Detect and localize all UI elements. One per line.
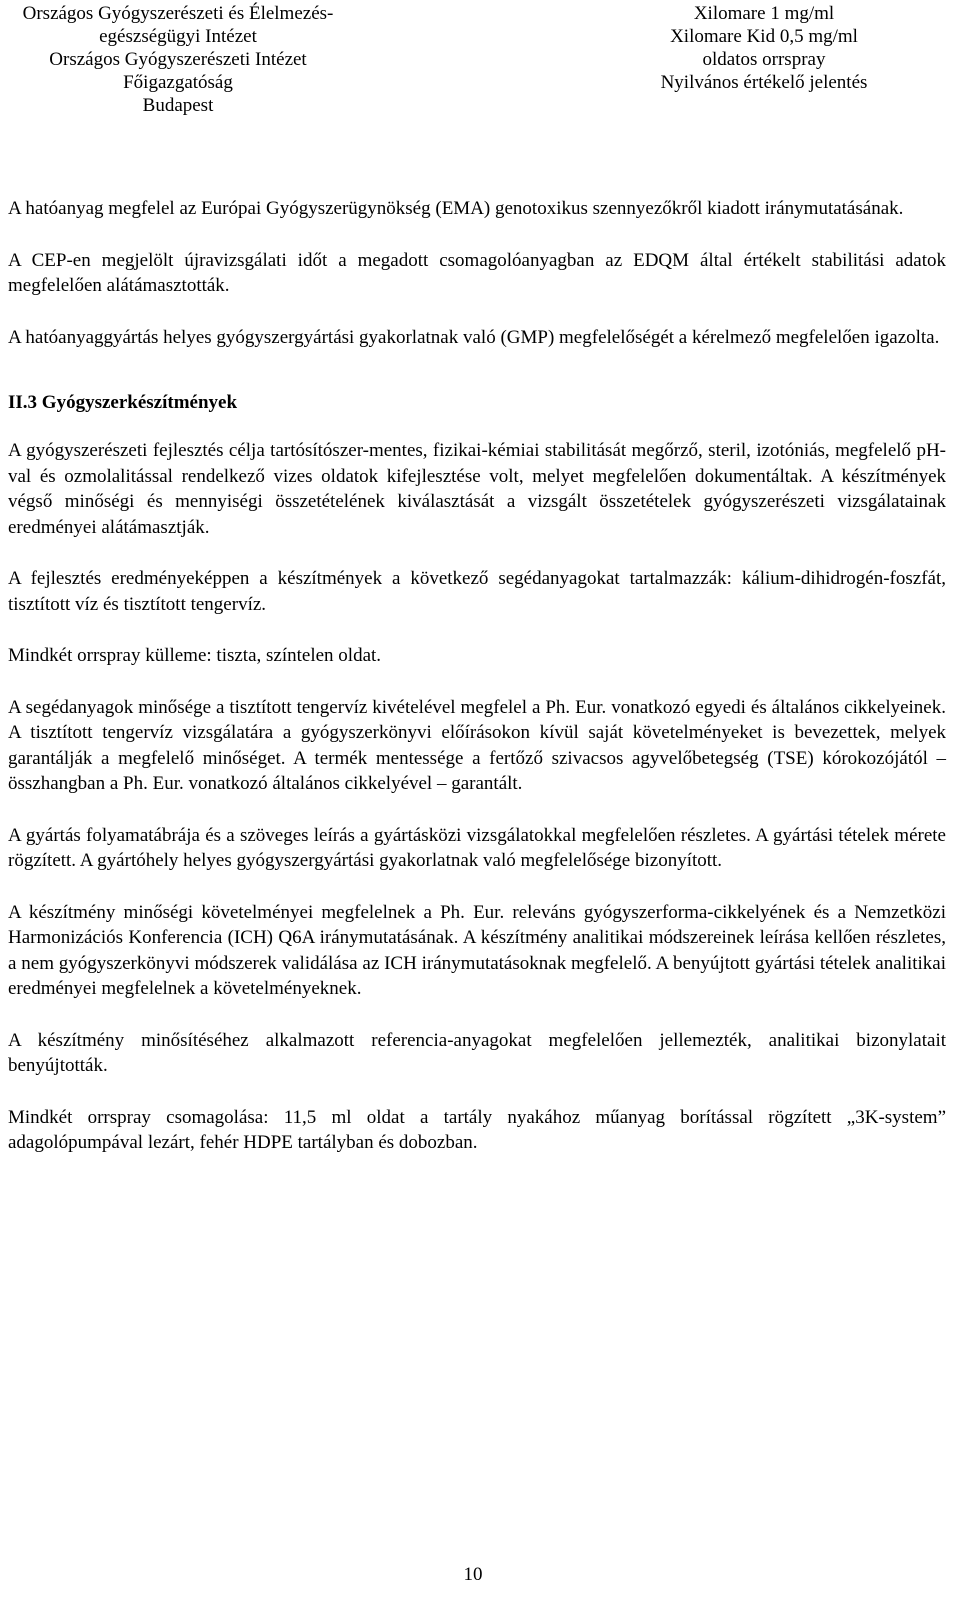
paragraph: A gyártás folyamatábrája és a szöveges leírás a gyártásközi vizsgálatokkal megfelelően részletes. A gyártási tételek mérete rögzített. A gyártóhely helyes gyógyszergyártási gyakorlatnak való megfelelősége bizonyított.	[8, 824, 946, 871]
product-line: Nyilvános értékelő jelentés	[660, 72, 868, 93]
paragraph: A készítmény minősítéséhez alkalmazott referencia-anyagokat megfelelően jellemezték, analitikai bizonylatait benyújtották.	[8, 1029, 946, 1076]
document-body	[8, 196, 946, 1156]
paragraph: A gyógyszerészeti fejlesztés célja tartósítószer-mentes, fizikai-kémiai stabilitását megőrző, steril, izotóniás, megfelelő pH-val és ozmolalitással rendelkező vizes oldatok kifejlesztése volt, melyet megfelelően dokumentáltak. A készítmények végső minőségi és mennyiségi összetételének kiválasztását a vizsgált összetételek gyógyszerészeti vizsgálatainak eredményei alátámasztják.	[8, 440, 946, 538]
institution-line: egészségügyi Intézet	[99, 26, 257, 47]
paragraph: A fejlesztés eredményeképpen a készítmények a következő segédanyagokat tartalmazzák: kálium-dihidrogén-foszfát, tisztított víz és tisztított tengervíz.	[8, 568, 946, 615]
section-heading: II.3 Gyógyszerkészítmények	[8, 392, 238, 413]
page-header	[8, 2, 952, 122]
institution-block	[8, 2, 348, 117]
paragraph: A készítmény minőségi követelményei megfelelnek a Ph. Eur. releváns gyógyszerforma-cikkelyének és a Nemzetközi Harmonizációs Konferencia (ICH) Q6A iránymutatásának. A készítmény analitikai módszereinek leírása kellően részletes, a nem gyógyszerkönyvi módszerek validálása az ICH iránymutatásoknak megfelelő. A benyújtott gyártási tételek analitikai eredményei megfelelnek a követelményeknek.	[8, 901, 946, 999]
product-block	[634, 2, 894, 94]
product-line: Xilomare Kid 0,5 mg/ml	[670, 26, 858, 47]
institution-line: Országos Gyógyszerészeti Intézet	[49, 49, 307, 70]
paragraph: A hatóanyag megfelel az Európai Gyógyszerügynökség (EMA) genotoxikus szennyezőkről kiadott iránymutatásának.	[8, 198, 904, 219]
institution-line: Budapest	[142, 95, 214, 116]
institution-line: Főigazgatóság	[123, 72, 233, 93]
paragraph: Mindkét orrspray külleme: tiszta, színtelen oldat.	[8, 645, 382, 666]
product-line: Xilomare 1 mg/ml	[693, 3, 835, 24]
product-line: oldatos orrspray	[702, 49, 826, 70]
institution-line: Országos Gyógyszerészeti és Élelmezés-	[22, 3, 334, 24]
paragraph: A hatóanyaggyártás helyes gyógyszergyártási gyakorlatnak való (GMP) megfelelőségét a kérelmező megfelelően igazolta.	[8, 326, 940, 348]
page-number: 10	[463, 1564, 483, 1585]
paragraph: Mindkét orrspray csomagolása: 11,5 ml oldat a tartály nyakához műanyag borítással rögzített „3K-system” adagolópumpával lezárt, fehér HDPE tartályban és dobozban.	[8, 1106, 946, 1153]
paragraph: A segédanyagok minősége a tisztított tengervíz kivételével megfelel a Ph. Eur. vonatkozó egyedi és általános cikkelyeinek. A tisztított tengervíz vizsgálatára a gyógyszerkönyvi előírásokon kívül saját követelményeket is bevezettek, melyek garantálják a megfelelő minőséget. A termék mentessége a fertőző szivacsos agyvelőbetegség (TSE) kórokozójától – összhangban a Ph. Eur. vonatkozó általános cikkelyével – garantált.	[8, 696, 946, 794]
paragraph: A CEP-en megjelölt újravizsgálati időt a megadott csomagolóanyagban az EDQM által értékelt stabilitási adatok megfelelően alátámasztották.	[8, 249, 946, 296]
